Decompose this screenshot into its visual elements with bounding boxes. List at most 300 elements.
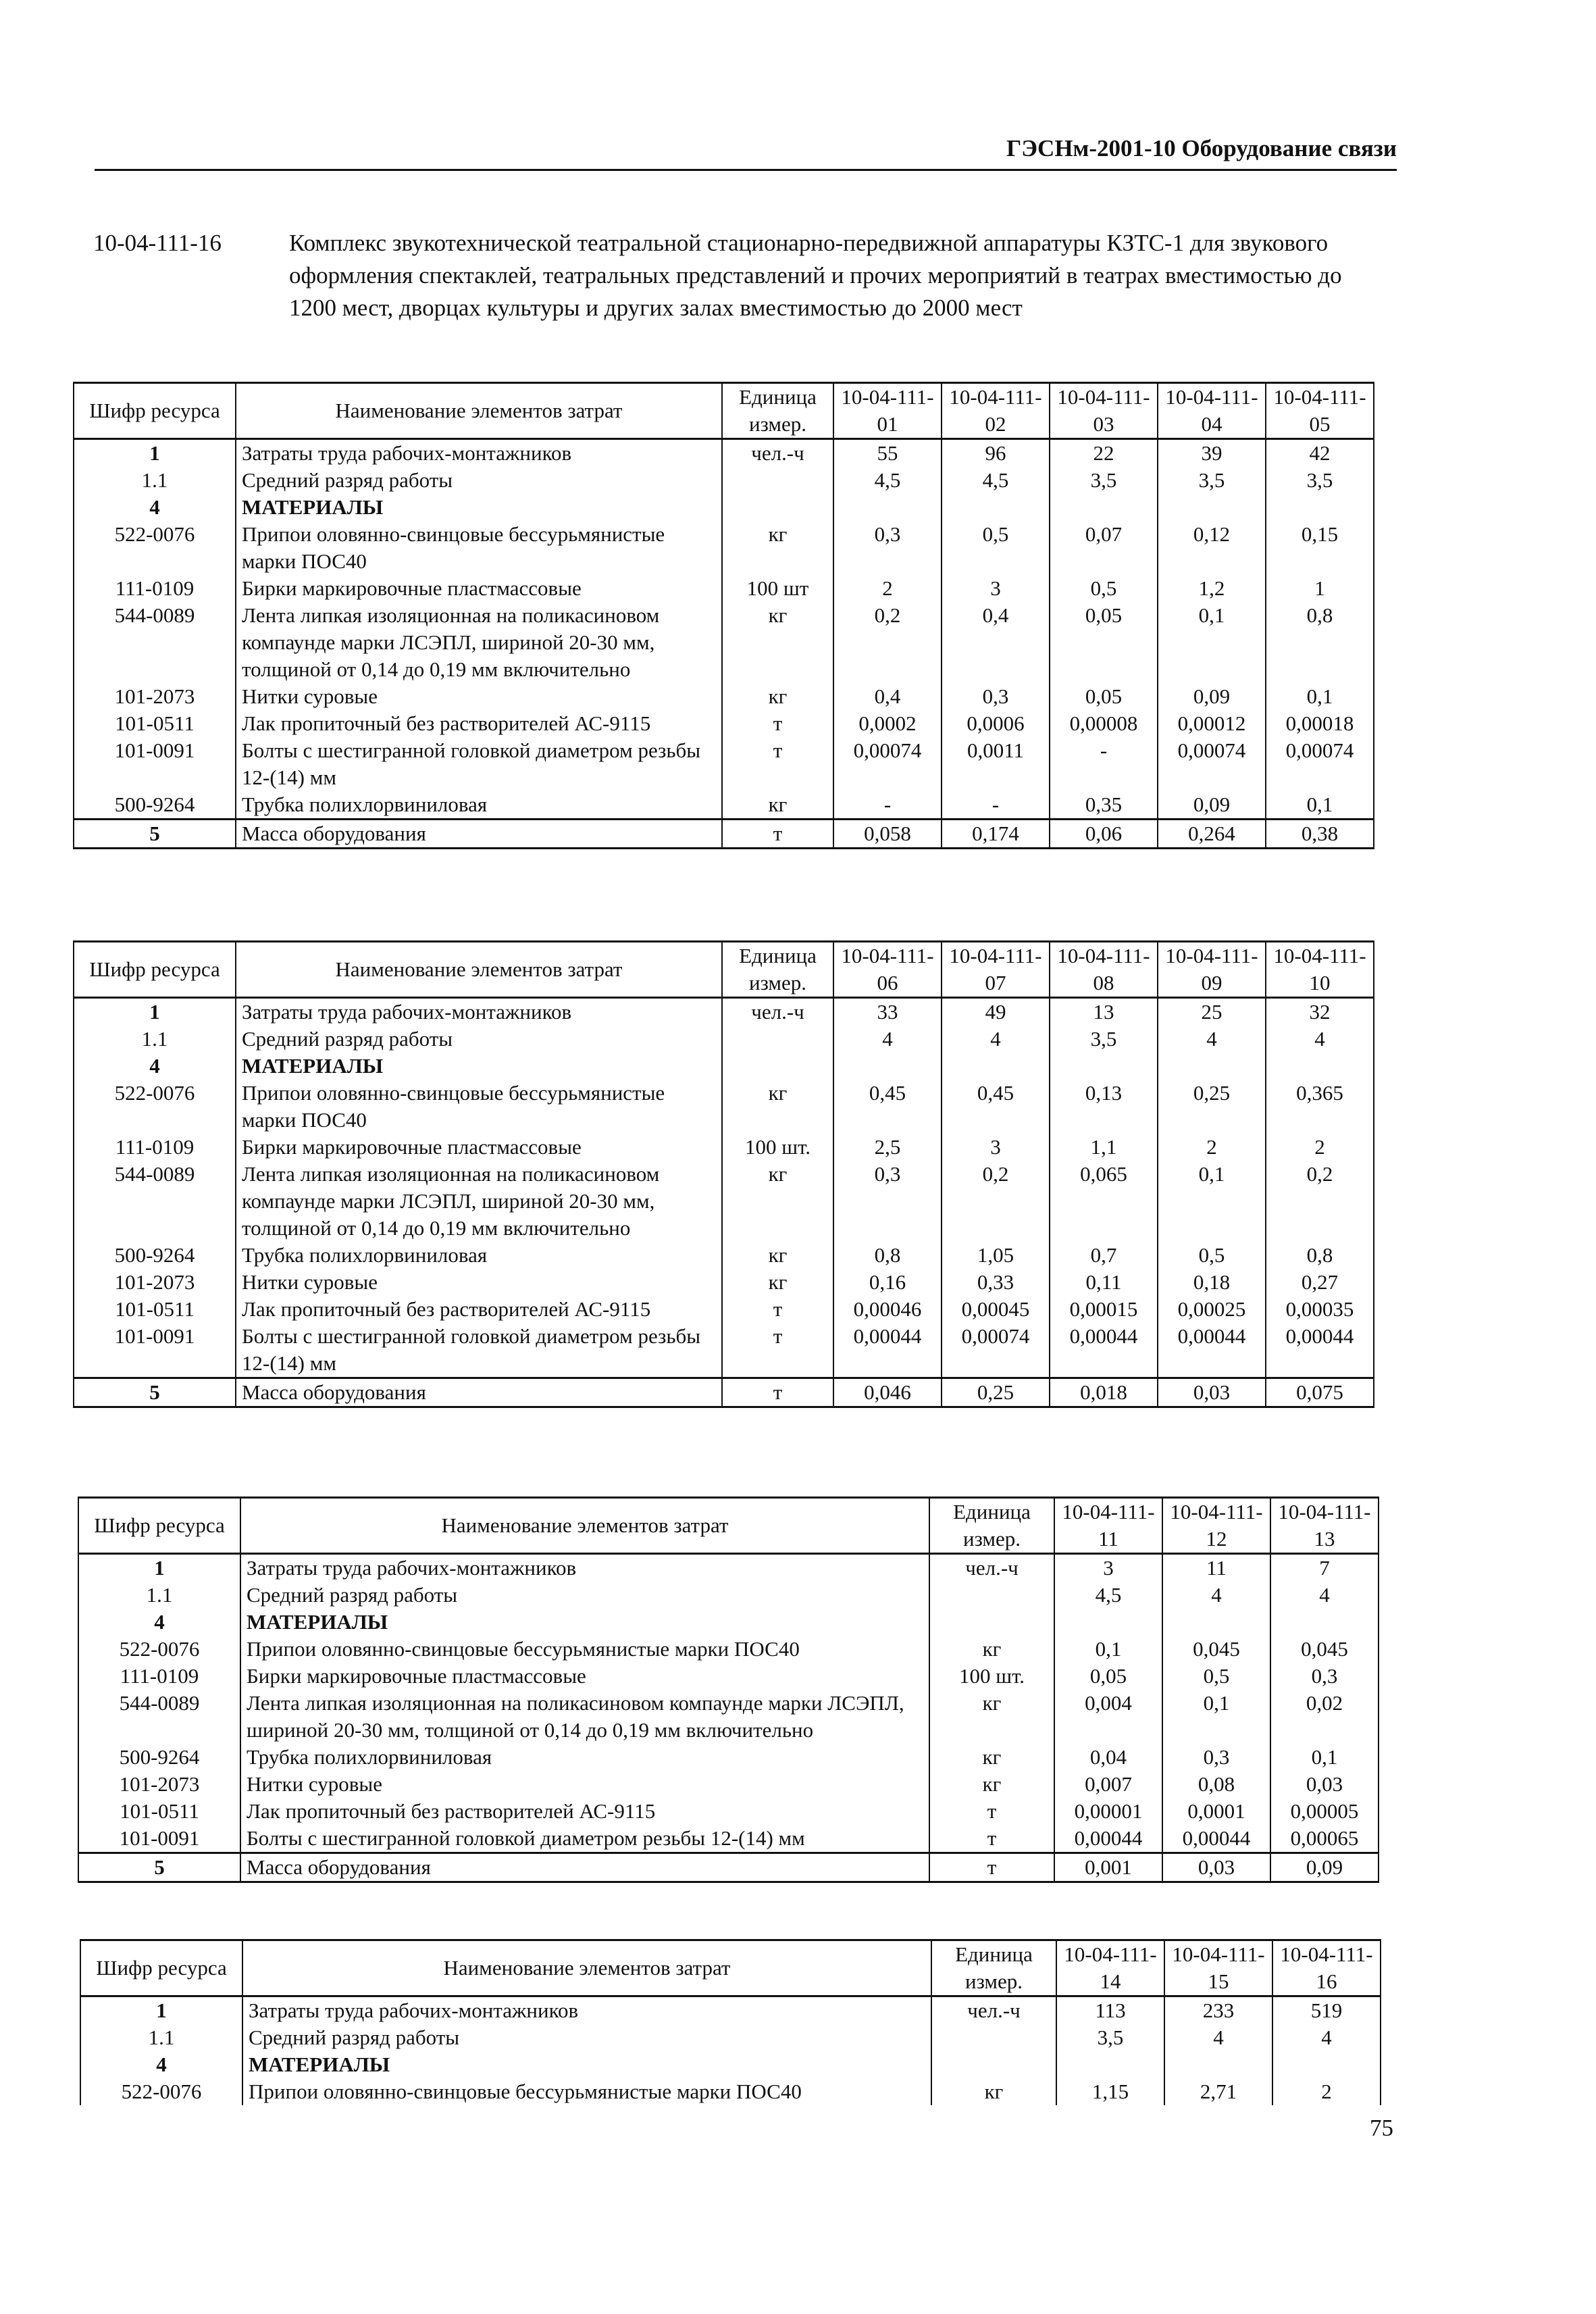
table-row bbox=[80, 2024, 1381, 2051]
cost-element-cell: Припои оловянно-свинцовые бессурьмянистые марки ПОС40 bbox=[236, 521, 722, 575]
table-row bbox=[80, 2078, 1381, 2105]
value-cell: 2 bbox=[833, 575, 942, 602]
value-cell: 0,00012 bbox=[1158, 710, 1266, 737]
page-number: 75 bbox=[1370, 2115, 1393, 2141]
table-row bbox=[78, 1609, 1379, 1636]
value-cell: 0,00008 bbox=[1050, 710, 1158, 737]
value-cell: 0,03 bbox=[1158, 1378, 1266, 1407]
cost-element-cell: Затраты труда рабочих-монтажников bbox=[242, 1996, 931, 2025]
unit-cell: кг bbox=[931, 2078, 1056, 2105]
cost-element-cell: Трубка полихлорвиниловая bbox=[236, 1242, 722, 1269]
value-cell: 0,02 bbox=[1270, 1690, 1379, 1744]
header-cell: 10-04-111-13 bbox=[1270, 1498, 1379, 1554]
cost-element-cell: Лак пропиточный без растворителей АС-9115 bbox=[240, 1798, 929, 1825]
cost-element-cell: Средний разряд работы bbox=[236, 1026, 722, 1053]
resource-code-cell: 101-0511 bbox=[74, 710, 236, 737]
cost-element-cell: Бирки маркировочные пластмассовые bbox=[236, 1134, 722, 1161]
unit-cell: кг bbox=[929, 1771, 1054, 1798]
table-row bbox=[74, 998, 1374, 1026]
table-row bbox=[74, 1053, 1374, 1080]
cost-element-cell: Нитки суровые bbox=[236, 683, 722, 710]
value-cell: 3,5 bbox=[1266, 467, 1374, 494]
value-cell: 0,33 bbox=[942, 1269, 1050, 1296]
value-cell: 0,046 bbox=[833, 1378, 942, 1407]
header-cell-name: Наименование элементов затрат bbox=[242, 1940, 931, 1996]
value-cell: 0,13 bbox=[1050, 1080, 1158, 1134]
value-cell: 3,5 bbox=[1050, 1026, 1158, 1053]
value-cell: 0,8 bbox=[1266, 1242, 1374, 1269]
header-cell: Шифр ресурса bbox=[74, 942, 236, 998]
value-cell: 0,00035 bbox=[1266, 1296, 1374, 1323]
section-code: 10-04-111-16 bbox=[93, 230, 222, 256]
value-cell: 0,27 bbox=[1266, 1269, 1374, 1296]
value-cell: 0,2 bbox=[1266, 1161, 1374, 1242]
value-cell: 0,075 bbox=[1266, 1378, 1374, 1407]
header-cell: 10-04-111-08 bbox=[1050, 942, 1158, 998]
value-cell: 0,0001 bbox=[1162, 1798, 1270, 1825]
unit-cell: т bbox=[722, 737, 833, 791]
value-cell: 33 bbox=[833, 998, 942, 1026]
value-cell: 3,5 bbox=[1056, 2024, 1164, 2051]
running-header: ГЭСНм-2001-10 Оборудование связи bbox=[95, 132, 1397, 171]
value-cell: 0,8 bbox=[1266, 602, 1374, 683]
value-cell: 0,5 bbox=[1158, 1242, 1266, 1269]
value-cell: 0,04 bbox=[1054, 1744, 1162, 1771]
cost-element-cell: Припои оловянно-свинцовые бессурьмянистые марки ПОС40 bbox=[236, 1080, 722, 1134]
value-cell bbox=[1266, 1053, 1374, 1080]
value-cell: 0,365 bbox=[1266, 1080, 1374, 1134]
value-cell: 0,00018 bbox=[1266, 710, 1374, 737]
resource-code-cell: 544-0089 bbox=[78, 1690, 240, 1744]
header-cell: Единица измер. bbox=[722, 942, 833, 998]
cost-element-cell: Средний разряд работы bbox=[236, 467, 722, 494]
unit-cell bbox=[722, 494, 833, 521]
unit-cell bbox=[722, 1026, 833, 1053]
value-cell: 0,45 bbox=[833, 1080, 942, 1134]
resource-code-cell: 1.1 bbox=[74, 1026, 236, 1053]
resource-code-cell: 111-0109 bbox=[78, 1663, 240, 1690]
resource-code-cell: 4 bbox=[74, 1053, 236, 1080]
unit-cell: 100 шт bbox=[722, 575, 833, 602]
value-cell: 0,1 bbox=[1054, 1636, 1162, 1663]
unit-cell: чел.-ч bbox=[929, 1554, 1054, 1582]
value-cell: 0,4 bbox=[833, 683, 942, 710]
unit-cell bbox=[931, 2024, 1056, 2051]
value-cell: 0,00065 bbox=[1270, 1825, 1379, 1853]
header-cell: 10-04-111-02 bbox=[942, 383, 1050, 439]
value-cell: 11 bbox=[1162, 1554, 1270, 1582]
value-cell: 1,15 bbox=[1056, 2078, 1164, 2105]
cost-element-cell: Средний разряд работы bbox=[240, 1582, 929, 1609]
value-cell: 3 bbox=[942, 575, 1050, 602]
cost-element-cell: Припои оловянно-свинцовые бессурьмянистые марки ПОС40 bbox=[242, 2078, 931, 2105]
value-cell bbox=[1164, 2051, 1272, 2078]
unit-cell: т bbox=[722, 1296, 833, 1323]
value-cell: 0,2 bbox=[833, 602, 942, 683]
cost-element-cell: Масса оборудования bbox=[240, 1853, 929, 1882]
resource-code-cell: 544-0089 bbox=[74, 1161, 236, 1242]
value-cell: 0,09 bbox=[1270, 1853, 1379, 1882]
cost-element-cell: МАТЕРИАЛЫ bbox=[236, 494, 722, 521]
value-cell: 0,00015 bbox=[1050, 1296, 1158, 1323]
table-row bbox=[80, 2051, 1381, 2078]
value-cell: 4 bbox=[1162, 1582, 1270, 1609]
value-cell: 0,045 bbox=[1270, 1636, 1379, 1663]
resource-table-4 bbox=[80, 1939, 1381, 2105]
value-cell: 0,00074 bbox=[1158, 737, 1266, 791]
value-cell: 0,045 bbox=[1162, 1636, 1270, 1663]
unit-cell: чел.-ч bbox=[722, 439, 833, 468]
header-cell: 10-04-111-06 bbox=[833, 942, 942, 998]
table-row bbox=[74, 683, 1374, 710]
unit-cell: кг bbox=[722, 1161, 833, 1242]
value-cell: 0,5 bbox=[942, 521, 1050, 575]
value-cell: 4 bbox=[1158, 1026, 1266, 1053]
value-cell: 0,00005 bbox=[1270, 1798, 1379, 1825]
table-row bbox=[74, 1378, 1374, 1407]
value-cell: 0,05 bbox=[1050, 683, 1158, 710]
value-cell: 0,1 bbox=[1162, 1690, 1270, 1744]
value-cell: 0,1 bbox=[1158, 602, 1266, 683]
table-row bbox=[78, 1825, 1379, 1853]
value-cell: - bbox=[1050, 737, 1158, 791]
unit-cell: т bbox=[929, 1825, 1054, 1853]
resource-code-cell: 1 bbox=[74, 998, 236, 1026]
resource-code-cell: 522-0076 bbox=[80, 2078, 242, 2105]
value-cell: 0,058 bbox=[833, 820, 942, 849]
table-row bbox=[74, 1242, 1374, 1269]
table-header-row bbox=[80, 1940, 1381, 1996]
value-cell: 0,00074 bbox=[833, 737, 942, 791]
resource-code-cell: 522-0076 bbox=[74, 521, 236, 575]
resource-code-cell: 101-2073 bbox=[74, 1269, 236, 1296]
resource-code-cell: 1.1 bbox=[78, 1582, 240, 1609]
value-cell: 0,0006 bbox=[942, 710, 1050, 737]
value-cell: 4,5 bbox=[833, 467, 942, 494]
header-cell: 10-04-111-03 bbox=[1050, 383, 1158, 439]
table-header-row bbox=[74, 383, 1374, 439]
header-cell: 10-04-111-05 bbox=[1266, 383, 1374, 439]
cost-element-cell: Трубка полихлорвиниловая bbox=[240, 1744, 929, 1771]
value-cell: 2 bbox=[1158, 1134, 1266, 1161]
unit-cell: кг bbox=[722, 1242, 833, 1269]
value-cell: 0,38 bbox=[1266, 820, 1374, 849]
value-cell: 0,174 bbox=[942, 820, 1050, 849]
cost-element-cell: МАТЕРИАЛЫ bbox=[242, 2051, 931, 2078]
table-row bbox=[74, 521, 1374, 575]
resource-code-cell: 4 bbox=[78, 1609, 240, 1636]
resource-table-3 bbox=[78, 1496, 1379, 1883]
value-cell: 0,5 bbox=[1162, 1663, 1270, 1690]
unit-cell: кг bbox=[722, 521, 833, 575]
value-cell: 0,05 bbox=[1050, 602, 1158, 683]
value-cell: 3 bbox=[942, 1134, 1050, 1161]
table-row bbox=[74, 494, 1374, 521]
value-cell: 0,4 bbox=[942, 602, 1050, 683]
resource-code-cell: 1.1 bbox=[80, 2024, 242, 2051]
unit-cell: 100 шт. bbox=[722, 1134, 833, 1161]
unit-cell bbox=[722, 1053, 833, 1080]
header-cell-name: Наименование элементов затрат bbox=[236, 942, 722, 998]
resource-code-cell: 5 bbox=[74, 1378, 236, 1407]
value-cell: 0,05 bbox=[1054, 1663, 1162, 1690]
value-cell: 0,00025 bbox=[1158, 1296, 1266, 1323]
value-cell: 0,2 bbox=[942, 1161, 1050, 1242]
header-cell: Шифр ресурса bbox=[74, 383, 236, 439]
unit-cell: кг bbox=[929, 1690, 1054, 1744]
table-row bbox=[78, 1744, 1379, 1771]
value-cell: 0,00074 bbox=[942, 1323, 1050, 1378]
value-cell: 113 bbox=[1056, 1996, 1164, 2025]
cost-element-cell: Лента липкая изоляционная на поликасиновом компаунде марки ЛСЭПЛ, шириной 20-30 мм, толщиной от 0,14 до 0,19 мм включительно bbox=[236, 602, 722, 683]
table-row bbox=[74, 602, 1374, 683]
value-cell: 0,11 bbox=[1050, 1269, 1158, 1296]
value-cell bbox=[833, 1053, 942, 1080]
table-row bbox=[78, 1798, 1379, 1825]
value-cell: 0,00044 bbox=[1266, 1323, 1374, 1378]
unit-cell: кг bbox=[929, 1744, 1054, 1771]
resource-code-cell: 522-0076 bbox=[74, 1080, 236, 1134]
table-row bbox=[78, 1690, 1379, 1744]
value-cell: 0,065 bbox=[1050, 1161, 1158, 1242]
unit-cell: чел.-ч bbox=[931, 1996, 1056, 2025]
value-cell: 39 bbox=[1158, 439, 1266, 468]
cost-element-cell: Нитки суровые bbox=[240, 1771, 929, 1798]
value-cell: 4 bbox=[942, 1026, 1050, 1053]
resource-code-cell: 544-0089 bbox=[74, 602, 236, 683]
value-cell: 0,03 bbox=[1270, 1771, 1379, 1798]
header-cell: 10-04-111-14 bbox=[1056, 1940, 1164, 1996]
table-row bbox=[74, 820, 1374, 849]
value-cell: 0,06 bbox=[1050, 820, 1158, 849]
table-row bbox=[78, 1771, 1379, 1798]
value-cell: 0,1 bbox=[1270, 1744, 1379, 1771]
value-cell: 0,018 bbox=[1050, 1378, 1158, 1407]
cost-element-cell: Лента липкая изоляционная на поликасиновом компаунде марки ЛСЭПЛ, шириной 20-30 мм, толщиной от 0,14 до 0,19 мм включительно bbox=[236, 1161, 722, 1242]
unit-cell: кг bbox=[722, 602, 833, 683]
unit-cell: т bbox=[722, 710, 833, 737]
value-cell: 0,18 bbox=[1158, 1269, 1266, 1296]
value-cell: 0,15 bbox=[1266, 521, 1374, 575]
header-cell: 10-04-111-15 bbox=[1164, 1940, 1272, 1996]
table-row bbox=[74, 439, 1374, 468]
value-cell: 2 bbox=[1266, 1134, 1374, 1161]
resource-code-cell: 4 bbox=[80, 2051, 242, 2078]
value-cell: 3,5 bbox=[1050, 467, 1158, 494]
value-cell: 233 bbox=[1164, 1996, 1272, 2025]
table-row bbox=[78, 1663, 1379, 1690]
value-cell: 1,05 bbox=[942, 1242, 1050, 1269]
unit-cell: 100 шт. bbox=[929, 1663, 1054, 1690]
value-cell bbox=[1270, 1609, 1379, 1636]
table-row bbox=[74, 467, 1374, 494]
value-cell: 0,004 bbox=[1054, 1690, 1162, 1744]
unit-cell bbox=[929, 1609, 1054, 1636]
header-cell: 10-04-111-09 bbox=[1158, 942, 1266, 998]
value-cell: 4 bbox=[1266, 1026, 1374, 1053]
resource-code-cell: 522-0076 bbox=[78, 1636, 240, 1663]
unit-cell: т bbox=[929, 1853, 1054, 1882]
resource-code-cell: 1 bbox=[80, 1996, 242, 2025]
cost-element-cell: Припои оловянно-свинцовые бессурьмянистые марки ПОС40 bbox=[240, 1636, 929, 1663]
header-cell-name: Наименование элементов затрат bbox=[236, 383, 722, 439]
header-cell: 10-04-111-11 bbox=[1054, 1498, 1162, 1554]
unit-cell bbox=[722, 467, 833, 494]
value-cell: 1,2 bbox=[1158, 575, 1266, 602]
header-cell: 10-04-111-10 bbox=[1266, 942, 1374, 998]
resource-code-cell: 101-2073 bbox=[74, 683, 236, 710]
value-cell: 0,1 bbox=[1266, 791, 1374, 820]
value-cell: 96 bbox=[942, 439, 1050, 468]
table-row bbox=[74, 710, 1374, 737]
cost-element-cell: Затраты труда рабочих-монтажников bbox=[236, 439, 722, 468]
value-cell: 4 bbox=[833, 1026, 942, 1053]
value-cell bbox=[1162, 1609, 1270, 1636]
value-cell: 0,3 bbox=[942, 683, 1050, 710]
value-cell: 0,12 bbox=[1158, 521, 1266, 575]
resource-code-cell: 5 bbox=[78, 1853, 240, 1882]
unit-cell: кг bbox=[722, 1269, 833, 1296]
cost-element-cell: Бирки маркировочные пластмассовые bbox=[240, 1663, 929, 1690]
value-cell: 0,3 bbox=[833, 521, 942, 575]
value-cell: 13 bbox=[1050, 998, 1158, 1026]
value-cell: 0,08 bbox=[1162, 1771, 1270, 1798]
cost-element-cell: Нитки суровые bbox=[236, 1269, 722, 1296]
table-row bbox=[74, 1080, 1374, 1134]
value-cell: 7 bbox=[1270, 1554, 1379, 1582]
resource-table-2 bbox=[73, 940, 1374, 1408]
value-cell: - bbox=[833, 791, 942, 820]
value-cell bbox=[833, 494, 942, 521]
value-cell: 0,03 bbox=[1162, 1853, 1270, 1882]
value-cell: 4 bbox=[1164, 2024, 1272, 2051]
value-cell: 0,25 bbox=[1158, 1080, 1266, 1134]
table-header-row bbox=[78, 1498, 1379, 1554]
header-cell: Единица измер. bbox=[929, 1498, 1054, 1554]
cost-element-cell: Болты с шестигранной головкой диаметром резьбы 12-(14) мм bbox=[236, 1323, 722, 1378]
value-cell: 22 bbox=[1050, 439, 1158, 468]
value-cell bbox=[1054, 1609, 1162, 1636]
value-cell: 1 bbox=[1266, 575, 1374, 602]
value-cell: 0,25 bbox=[942, 1378, 1050, 1407]
unit-cell: т bbox=[722, 1378, 833, 1407]
table-row bbox=[74, 1161, 1374, 1242]
value-cell: 42 bbox=[1266, 439, 1374, 468]
resource-code-cell: 101-2073 bbox=[78, 1771, 240, 1798]
value-cell: 55 bbox=[833, 439, 942, 468]
resource-code-cell: 101-0511 bbox=[78, 1798, 240, 1825]
resource-code-cell: 1 bbox=[74, 439, 236, 468]
table-row bbox=[74, 791, 1374, 820]
cost-element-cell: Лак пропиточный без растворителей АС-9115 bbox=[236, 1296, 722, 1323]
value-cell: 0,00074 bbox=[1266, 737, 1374, 791]
value-cell: 0,16 bbox=[833, 1269, 942, 1296]
value-cell: 0,264 bbox=[1158, 820, 1266, 849]
resource-code-cell: 101-0091 bbox=[74, 1323, 236, 1378]
value-cell: 0,5 bbox=[1050, 575, 1158, 602]
resource-code-cell: 101-0091 bbox=[74, 737, 236, 791]
table-header-row bbox=[74, 942, 1374, 998]
header-cell: Единица измер. bbox=[931, 1940, 1056, 1996]
cost-element-cell: Средний разряд работы bbox=[242, 2024, 931, 2051]
value-cell: 4 bbox=[1272, 2024, 1381, 2051]
value-cell: 0,1 bbox=[1158, 1161, 1266, 1242]
cost-element-cell: МАТЕРИАЛЫ bbox=[236, 1053, 722, 1080]
header-cell: 10-04-111-04 bbox=[1158, 383, 1266, 439]
value-cell bbox=[1158, 1053, 1266, 1080]
resource-code-cell: 101-0511 bbox=[74, 1296, 236, 1323]
value-cell: 0,007 bbox=[1054, 1771, 1162, 1798]
unit-cell: кг bbox=[929, 1636, 1054, 1663]
table-row bbox=[80, 1996, 1381, 2025]
resource-code-cell: 4 bbox=[74, 494, 236, 521]
resource-table-1 bbox=[73, 382, 1374, 849]
table-row bbox=[78, 1853, 1379, 1882]
table-row bbox=[78, 1636, 1379, 1663]
table-row bbox=[74, 1296, 1374, 1323]
value-cell: 49 bbox=[942, 998, 1050, 1026]
table-row bbox=[78, 1582, 1379, 1609]
unit-cell: т bbox=[722, 820, 833, 849]
unit-cell: т bbox=[929, 1798, 1054, 1825]
value-cell: 3 bbox=[1054, 1554, 1162, 1582]
header-cell: 10-04-111-12 bbox=[1162, 1498, 1270, 1554]
value-cell: 0,00045 bbox=[942, 1296, 1050, 1323]
cost-element-cell: Болты с шестигранной головкой диаметром резьбы 12-(14) мм bbox=[236, 737, 722, 791]
table-row bbox=[74, 575, 1374, 602]
unit-cell: кг bbox=[722, 791, 833, 820]
value-cell bbox=[1050, 494, 1158, 521]
cost-element-cell: Лак пропиточный без растворителей АС-9115 bbox=[236, 710, 722, 737]
header-cell-name: Наименование элементов затрат bbox=[240, 1498, 929, 1554]
value-cell: 25 bbox=[1158, 998, 1266, 1026]
value-cell: 2,71 bbox=[1164, 2078, 1272, 2105]
value-cell: 0,00001 bbox=[1054, 1798, 1162, 1825]
unit-cell bbox=[929, 1582, 1054, 1609]
value-cell: - bbox=[942, 791, 1050, 820]
header-cell: 10-04-111-01 bbox=[833, 383, 942, 439]
unit-cell: кг bbox=[722, 1080, 833, 1134]
value-cell: 2,5 bbox=[833, 1134, 942, 1161]
value-cell: 0,09 bbox=[1158, 683, 1266, 710]
value-cell bbox=[942, 1053, 1050, 1080]
value-cell: 0,00044 bbox=[1158, 1323, 1266, 1378]
value-cell: 4,5 bbox=[1054, 1582, 1162, 1609]
value-cell: 0,0011 bbox=[942, 737, 1050, 791]
cost-element-cell: МАТЕРИАЛЫ bbox=[240, 1609, 929, 1636]
table-row bbox=[74, 737, 1374, 791]
value-cell: 3,5 bbox=[1158, 467, 1266, 494]
header-cell: 10-04-111-07 bbox=[942, 942, 1050, 998]
unit-cell: кг bbox=[722, 683, 833, 710]
unit-cell bbox=[931, 2051, 1056, 2078]
value-cell bbox=[942, 494, 1050, 521]
table-row bbox=[74, 1026, 1374, 1053]
resource-code-cell: 1.1 bbox=[74, 467, 236, 494]
value-cell: 0,3 bbox=[833, 1161, 942, 1242]
table-row bbox=[78, 1554, 1379, 1582]
resource-code-cell: 101-0091 bbox=[78, 1825, 240, 1853]
value-cell bbox=[1272, 2051, 1381, 2078]
value-cell bbox=[1266, 494, 1374, 521]
value-cell: 0,00044 bbox=[1162, 1825, 1270, 1853]
cost-element-cell: Масса оборудования bbox=[236, 820, 722, 849]
section-description: Комплекс звукотехнической театральной стационарно-передвижной аппаратуры КЗТС-1 для звукового оформления спектаклей, театральных представлений и прочих мероприятий в театрах вместимостью до 1200 мест, дворцах культуры и других залах вместимостью до 2000 мест bbox=[289, 230, 1342, 321]
value-cell: 0,0002 bbox=[833, 710, 942, 737]
resource-code-cell: 111-0109 bbox=[74, 575, 236, 602]
value-cell: 0,3 bbox=[1270, 1663, 1379, 1690]
unit-cell: чел.-ч bbox=[722, 998, 833, 1026]
